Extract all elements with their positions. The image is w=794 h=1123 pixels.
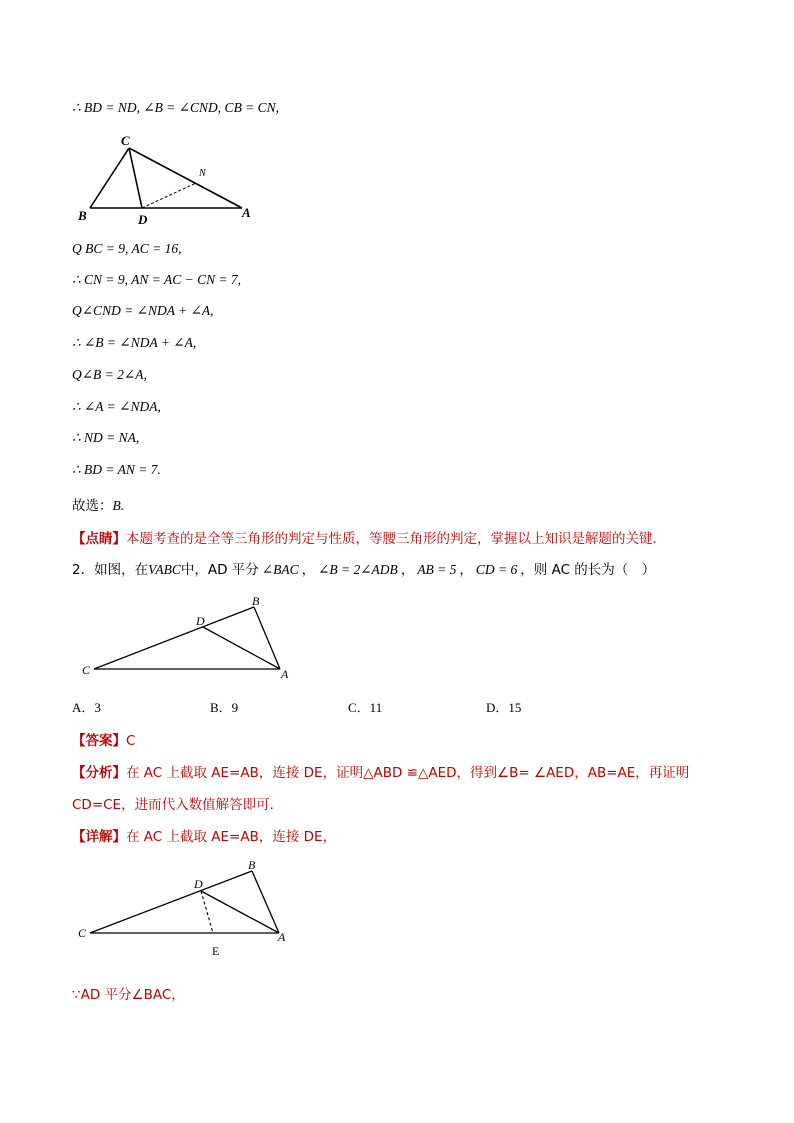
last-line: ∵AD 平分∠BAC， bbox=[72, 987, 185, 1003]
choice-value: B. bbox=[112, 498, 125, 513]
analysis-text-1: 在 AC 上截取 AE=AB，连接 DE，证明△ABD ≌△AED，得到∠B= ∠AED，AB=AE，再证明 bbox=[126, 765, 690, 781]
solution-step-8: ∴ BD = AN = 7. bbox=[72, 462, 161, 477]
comment-tag: 【点睛】 bbox=[72, 531, 126, 547]
choice-line bbox=[72, 494, 124, 514]
analysis-line-2: CD=CE，进而代入数值解答即可． bbox=[72, 797, 284, 813]
solution-step-6: ∴ ∠A = ∠NDA, bbox=[72, 399, 161, 414]
question-2-stem: 2．如图，在VABC中，AD 平分 ∠BAC ， ∠B = 2∠ADB ， AB = 5 ， CD = 6 ，则 AC 的长为（ ） bbox=[72, 562, 656, 578]
fig2-label-d: D bbox=[196, 614, 205, 628]
detail-tag: 【详解】 bbox=[72, 829, 126, 845]
solution-step-1: Q BC = 9, AC = 16, bbox=[72, 241, 182, 256]
question-text-a: 如图，在 bbox=[94, 562, 149, 578]
fig1-label-a: A bbox=[242, 205, 251, 220]
detail-line bbox=[72, 825, 336, 845]
fig1-label-b: B bbox=[78, 208, 87, 223]
figure-triangle-bdcae bbox=[76, 856, 306, 962]
fig2-label-c: C bbox=[82, 663, 91, 677]
option-d: D．15 bbox=[486, 700, 522, 715]
solution-step-7: ∴ ND = NA, bbox=[72, 430, 140, 445]
fig2-label-a: A bbox=[281, 667, 289, 681]
solution-line-bd-nd: ∴ BD = ND, ∠B = ∠CND, CB = CN, bbox=[72, 100, 280, 115]
choice-prefix: 故选： bbox=[72, 498, 113, 514]
option-a: A．3 bbox=[72, 700, 101, 715]
answer-value: C bbox=[126, 733, 136, 749]
question-cond-1: ∠B = 2∠ADB bbox=[318, 562, 398, 577]
answer-tag: 【答案】 bbox=[72, 733, 126, 749]
option-c: C．11 bbox=[348, 700, 383, 715]
solution-step-4: ∴ ∠B = ∠NDA + ∠A, bbox=[72, 335, 197, 350]
fig3-label-a: A bbox=[278, 930, 286, 944]
answer-line bbox=[72, 729, 135, 749]
question-text-c: ，则 AC 的长为（ ） bbox=[520, 562, 656, 578]
comment-line bbox=[72, 527, 666, 547]
fig2-label-b: B bbox=[252, 594, 260, 608]
fig3-label-d: D bbox=[194, 877, 203, 891]
question-cond-2: AB = 5 bbox=[417, 562, 457, 577]
question-triangle: VABC bbox=[148, 562, 181, 577]
fig3-label-b: B bbox=[248, 858, 256, 872]
question-angle-bac: ∠BAC bbox=[261, 562, 299, 577]
solution-step-5: Q∠B = 2∠A, bbox=[72, 367, 147, 382]
figure-triangle-cbda bbox=[78, 132, 258, 227]
question-number: 2． bbox=[72, 562, 95, 578]
question-text-b: 中，AD 平分 bbox=[180, 562, 259, 578]
solution-step-3: Q∠CND = ∠NDA + ∠A, bbox=[72, 303, 214, 318]
fig3-label-e: E bbox=[212, 944, 220, 958]
detail-text: 在 AC 上截取 AE=AB，连接 DE， bbox=[126, 829, 337, 845]
solution-step-2: ∴ CN = 9, AN = AC − CN = 7, bbox=[72, 272, 242, 287]
analysis-tag: 【分析】 bbox=[72, 765, 126, 781]
figure-triangle-bdca bbox=[80, 592, 300, 684]
question-cond-3: CD = 6 bbox=[475, 562, 518, 577]
option-b: B．9 bbox=[210, 700, 239, 715]
fig1-label-c: C bbox=[121, 133, 130, 148]
fig3-label-c: C bbox=[78, 926, 87, 940]
fig1-label-n: N bbox=[199, 168, 206, 179]
comment-text: 本题考查的是全等三角形的判定与性质，等腰三角形的判定，掌握以上知识是解题的关键． bbox=[126, 531, 666, 547]
analysis-line-1 bbox=[72, 761, 689, 781]
fig1-label-d: D bbox=[138, 212, 148, 227]
